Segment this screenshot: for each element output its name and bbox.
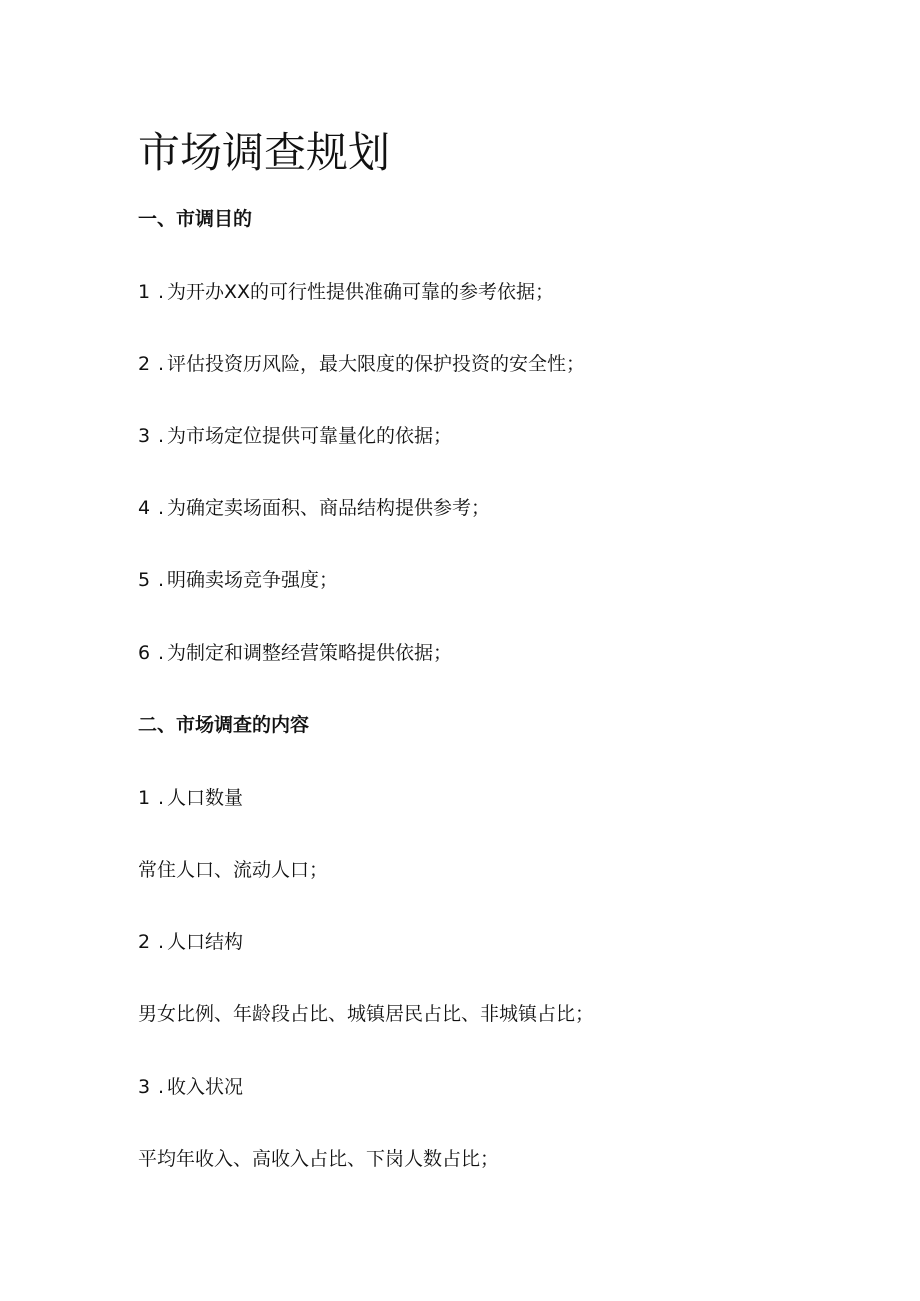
item-text: 收入状况 xyxy=(167,1076,244,1098)
list-item: 2 . 评估投资历风险，最大限度的保护投资的安全性； xyxy=(138,353,586,375)
list-item: 5 . 明确卖场竞争强度； xyxy=(138,569,339,591)
item-number: 5 xyxy=(138,569,151,591)
list-item: 4 . 为确定卖场面积、商品结构提供参考； xyxy=(138,497,491,519)
item-text: 为开办XX的可行性提供准确可靠的参考依据； xyxy=(167,281,555,303)
section-heading-content: 二、市场调查的内容 xyxy=(138,714,310,736)
list-item: 6 . 为制定和调整经营策略提供依据； xyxy=(138,642,453,664)
item-text: 明确卖场竞争强度； xyxy=(167,569,339,591)
subheading: 2 . 人口结构 xyxy=(138,931,244,953)
item-number: 4 xyxy=(138,497,151,519)
item-number: 3 xyxy=(138,1076,151,1098)
item-number: 2 xyxy=(138,931,151,953)
item-text: 评估投资历风险，最大限度的保护投资的安全性； xyxy=(167,353,586,375)
list-item: 3 . 为市场定位提供可靠量化的依据； xyxy=(138,425,453,447)
section-heading-purpose: 一、市调目的 xyxy=(138,208,253,230)
item-text: 人口结构 xyxy=(167,931,244,953)
document-title: 市场调查规划 xyxy=(138,128,391,177)
item-text: 为制定和调整经营策略提供依据； xyxy=(167,642,453,664)
item-text: 为确定卖场面积、商品结构提供参考； xyxy=(167,497,491,519)
item-detail: 平均年收入、高收入占比、下岗人数占比； xyxy=(138,1148,500,1170)
item-detail: 男女比例、年龄段占比、城镇居民占比、非城镇占比； xyxy=(138,1003,595,1025)
item-detail: 常住人口、流动人口； xyxy=(138,859,329,881)
item-number: 1 xyxy=(138,787,151,809)
subheading: 1 . 人口数量 xyxy=(138,787,244,809)
item-text: 人口数量 xyxy=(167,787,244,809)
item-number: 6 xyxy=(138,642,151,664)
subheading: 3 . 收入状况 xyxy=(138,1076,244,1098)
item-number: 1 xyxy=(138,281,151,303)
list-item: 1 . 为开办XX的可行性提供准确可靠的参考依据； xyxy=(138,281,555,303)
item-number: 2 xyxy=(138,353,151,375)
item-text: 为市场定位提供可靠量化的依据； xyxy=(167,425,453,447)
item-number: 3 xyxy=(138,425,151,447)
